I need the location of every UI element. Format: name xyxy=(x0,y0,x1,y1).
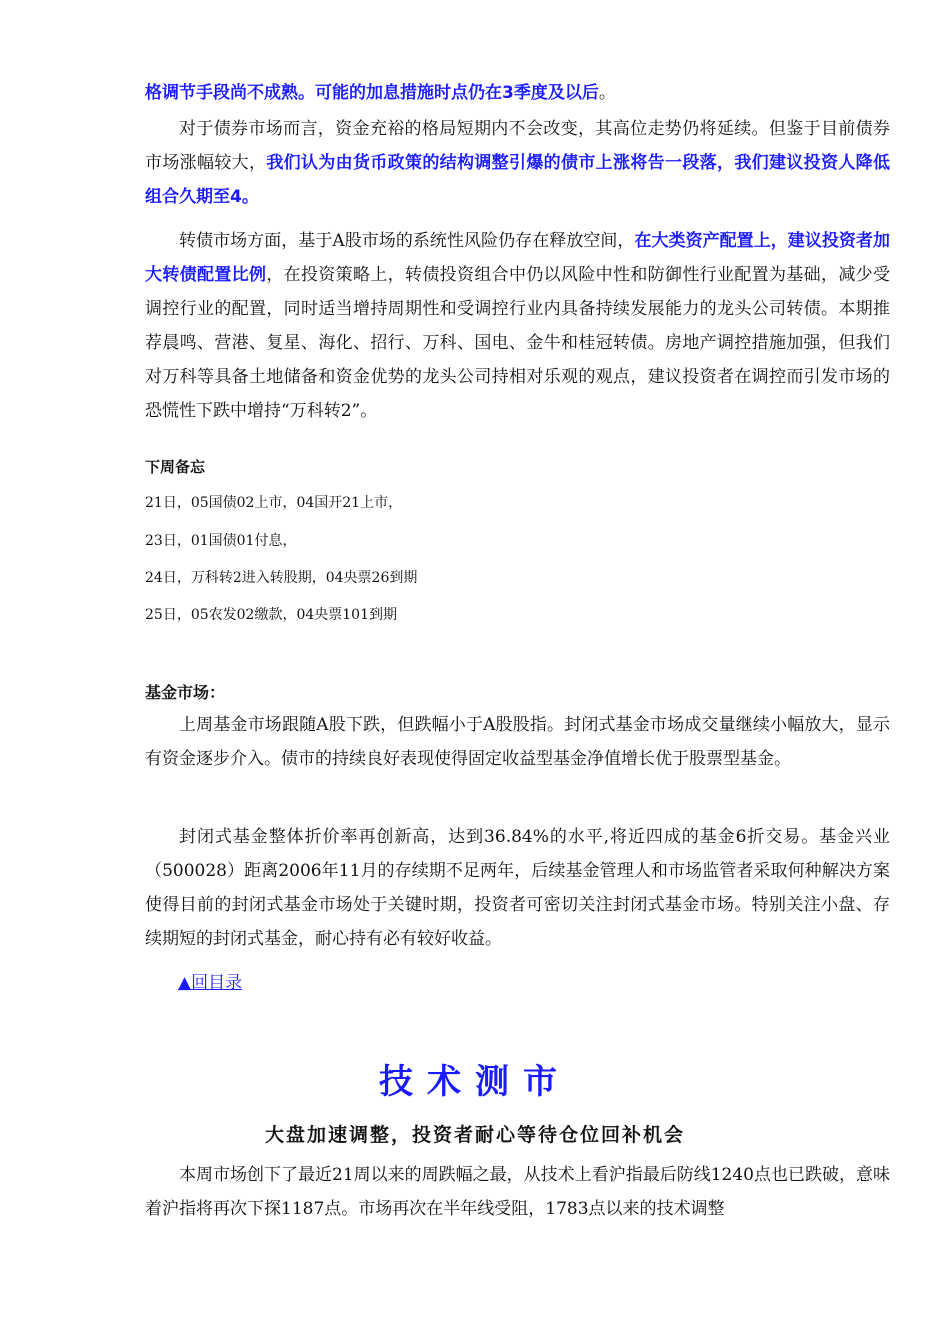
memo-item: 23日，01国债01付息， xyxy=(145,533,297,549)
bond-paragraph xyxy=(145,112,890,214)
section-title: 技术测市 xyxy=(379,1062,571,1102)
memo-item: 24日，万科转2进入转股期，04央票26到期 xyxy=(145,570,418,586)
memo-item: 21日，05国债02上市，04国开21上市， xyxy=(145,495,403,511)
tech-paragraph: 本周市场创下了最近21周以来的周跌幅之最，从技术上看沪指最后防线1240点也已跌破，意味着沪指将再次下探1187点。市场再次在半年线受阻，1783点以来的技术调整 xyxy=(145,1165,890,1219)
fund-heading: 基金市场： xyxy=(145,683,226,702)
memo-item: 25日，05农发02缴款，04央票101到期 xyxy=(145,607,397,623)
bond-highlight: 我们认为由货币政策的结构调整引爆的债市上涨将告一段落，我们建议投资人降低组合久期至4。 xyxy=(145,153,891,207)
memo-heading: 下周备忘 xyxy=(145,458,206,476)
rate-tail: 。 xyxy=(598,83,616,103)
convert-highlight: 在大类资产配置上，建议投资者加大转债配置比例 xyxy=(145,231,891,285)
convert-text-b: ，在投资策略上，转债投资组合中仍以风险中性和防御性行业配置为基础，减少受调控行业的配置，同时适当增持周期性和受调控行业内具备持续发展能力的龙头公司转债。本期推荐晨鸣、营港、复星、海化、招行、万科、国电、金牛和桂冠转债。房地产调控措施加强，但我们对万科等具备土地储备和资金优势的龙头公司持相对乐观的观点，建议投资者在调控而引发市场的恐慌性下跌中增持“万科转2”。 xyxy=(145,265,891,421)
fund-paragraph-2: 封闭式基金整体折价率再创新高，达到36.84%的水平,将近四成的基金6折交易。基金兴业（500028）距离2006年11月的存续期不足两年，后续基金管理人和市场监管者采取何种解决方案使得目前的封闭式基金市场处于关键时期，投资者可密切关注封闭式基金市场。特别关注小盘、存续期短的封闭式基金，耐心持有必有较好收益。 xyxy=(145,827,890,949)
bond-text: 对于债券市场而言，资金充裕的格局短期内不会改变，其高位走势仍将延续。但鉴于目前债券市场涨幅较大， xyxy=(145,119,890,173)
fund-paragraph-1: 上周基金市场跟随A股下跌，但跌幅小于A股股指。封闭式基金市场成交量继续小幅放大，显示有资金逐步介入。债市的持续良好表现使得固定收益型基金净值增长优于股票型基金。 xyxy=(145,715,890,769)
convert-text-a: 转债市场方面，基于A股市场的系统性风险仍存在释放空间， xyxy=(179,231,635,251)
convert-paragraph xyxy=(145,224,890,428)
section-subtitle: 大盘加速调整，投资者耐心等待仓位回补机会 xyxy=(264,1124,685,1146)
rate-highlight: 格调节手段尚不成熟。可能的加息措施时点仍在3季度及以后 xyxy=(145,83,599,103)
rate-paragraph xyxy=(145,76,890,110)
back-to-contents-link[interactable]: ▲回目录 xyxy=(178,973,243,993)
